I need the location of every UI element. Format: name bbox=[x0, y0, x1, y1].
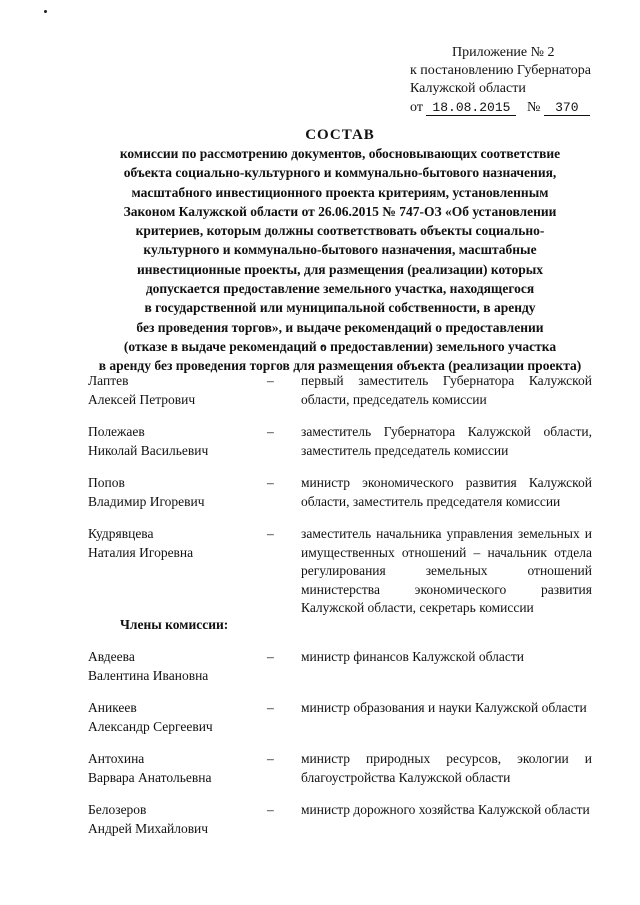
list-item bbox=[88, 699, 592, 736]
list-item bbox=[88, 474, 592, 511]
title-line: культурного и коммунально-бытового назначения, масштабные bbox=[143, 242, 537, 258]
member-name bbox=[88, 801, 264, 838]
member-given-name: Наталия Игоревна bbox=[88, 544, 194, 560]
appendix-date-line bbox=[410, 99, 600, 117]
list-item bbox=[88, 525, 592, 618]
member-role: министр природных ресурсов, экологии и благоустройства Калужской области bbox=[301, 751, 592, 785]
member-surname: Лаптев bbox=[88, 373, 129, 388]
title-line: объекта социально-культурного и коммунально-бытового назначения, bbox=[123, 165, 557, 181]
dash-separator: – bbox=[267, 373, 274, 388]
list-item bbox=[88, 750, 592, 787]
commission-leadership-list bbox=[88, 372, 592, 618]
title-line: без проведения торгов», и выдаче рекомендаций о предоставлении bbox=[136, 319, 544, 335]
decree-number: 370 bbox=[544, 101, 590, 116]
member-given-name: Александр Сергеевич bbox=[88, 718, 213, 734]
title-line: комиссии по рассмотрению документов, обосновывающих соответствие bbox=[119, 146, 561, 161]
appendix-region: Калужской области bbox=[410, 81, 526, 96]
member-surname: Попов bbox=[88, 475, 125, 490]
member-name bbox=[88, 525, 264, 562]
title-line: инвестиционные проекты, для размещения (реализации) которых bbox=[136, 261, 544, 277]
member-name bbox=[88, 372, 264, 409]
document-title bbox=[60, 126, 620, 376]
member-name bbox=[88, 648, 264, 685]
list-item bbox=[88, 648, 592, 685]
member-given-name: Андрей Михайлович bbox=[88, 820, 209, 836]
list-item bbox=[88, 801, 592, 838]
title-line: в аренду без проведения торгов для размещения объекта (реализации проекта) bbox=[98, 358, 582, 374]
member-role: министр экономического развития Калужской области, заместитель председателя комиссии bbox=[301, 475, 592, 509]
member-surname: Белозеров bbox=[88, 802, 147, 817]
dash-separator: – bbox=[267, 424, 274, 439]
title-line: в государственной или муниципальной собственности, в аренду bbox=[144, 300, 536, 316]
member-role: министр финансов Калужской области bbox=[301, 649, 524, 664]
member-given-name: Владимир Игоревич bbox=[88, 493, 205, 509]
title-line: масштабного инвестиционного проекта критериям, установленным bbox=[131, 184, 549, 200]
member-role: первый заместитель Губернатора Калужской области, председатель комиссии bbox=[301, 373, 592, 407]
member-name bbox=[88, 699, 264, 736]
title-line: Законом Калужской области от 26.06.2015 № 747-ОЗ «Об установлении bbox=[123, 203, 557, 219]
member-surname: Аникеев bbox=[88, 700, 137, 715]
decree-date: 18.08.2015 bbox=[426, 101, 516, 116]
title-heading: СОСТАВ bbox=[305, 127, 375, 143]
member-surname: Авдеева bbox=[88, 649, 135, 664]
title-line: допускается предоставление земельного участка, находящегося bbox=[145, 281, 535, 297]
member-given-name: Валентина Ивановна bbox=[88, 667, 209, 683]
commission-members-list bbox=[88, 648, 592, 838]
appendix-number: Приложение № 2 bbox=[452, 45, 555, 60]
member-surname: Антохина bbox=[88, 751, 145, 766]
member-surname: Кудрявцева bbox=[88, 526, 154, 541]
member-given-name: Николай Васильевич bbox=[88, 442, 209, 458]
title-description bbox=[60, 144, 620, 376]
scan-speck bbox=[44, 10, 47, 13]
member-role: министр дорожного хозяйства Калужской области bbox=[301, 802, 590, 817]
member-given-name: Алексей Петрович bbox=[88, 391, 196, 407]
dash-separator: – bbox=[267, 526, 274, 541]
member-name bbox=[88, 750, 264, 787]
list-item bbox=[88, 423, 592, 460]
member-role: заместитель начальника управления земельных и имущественных отношений – начальник отдела регулирования земельных отношений министерства экономического развития Калужской области, секретарь комиссии bbox=[301, 526, 592, 615]
dash-separator: – bbox=[267, 751, 274, 766]
member-given-name: Варвара Анатольевна bbox=[88, 769, 212, 785]
member-name bbox=[88, 423, 264, 460]
list-item bbox=[88, 372, 592, 409]
dash-separator: – bbox=[267, 475, 274, 490]
number-prefix: № bbox=[526, 100, 541, 115]
appendix-header bbox=[410, 44, 600, 117]
dash-separator: – bbox=[267, 802, 274, 817]
member-role: заместитель Губернатора Калужской области, заместитель председатель комиссии bbox=[301, 424, 592, 458]
date-prefix: от bbox=[410, 100, 423, 115]
dash-separator: – bbox=[267, 649, 274, 664]
member-name bbox=[88, 474, 264, 511]
dash-separator: – bbox=[267, 700, 274, 715]
members-section-label: Члены комиссии: bbox=[120, 617, 229, 632]
member-surname: Полежаев bbox=[88, 424, 145, 439]
title-line: (отказе в выдаче рекомендаций о предоставлении) земельного участка bbox=[123, 338, 557, 354]
title-line: критериев, которым должны соответствовать объекты социально- bbox=[135, 223, 545, 239]
member-role: министр образования и науки Калужской области bbox=[301, 700, 587, 715]
appendix-decree-ref: к постановлению Губернатора bbox=[410, 63, 591, 78]
